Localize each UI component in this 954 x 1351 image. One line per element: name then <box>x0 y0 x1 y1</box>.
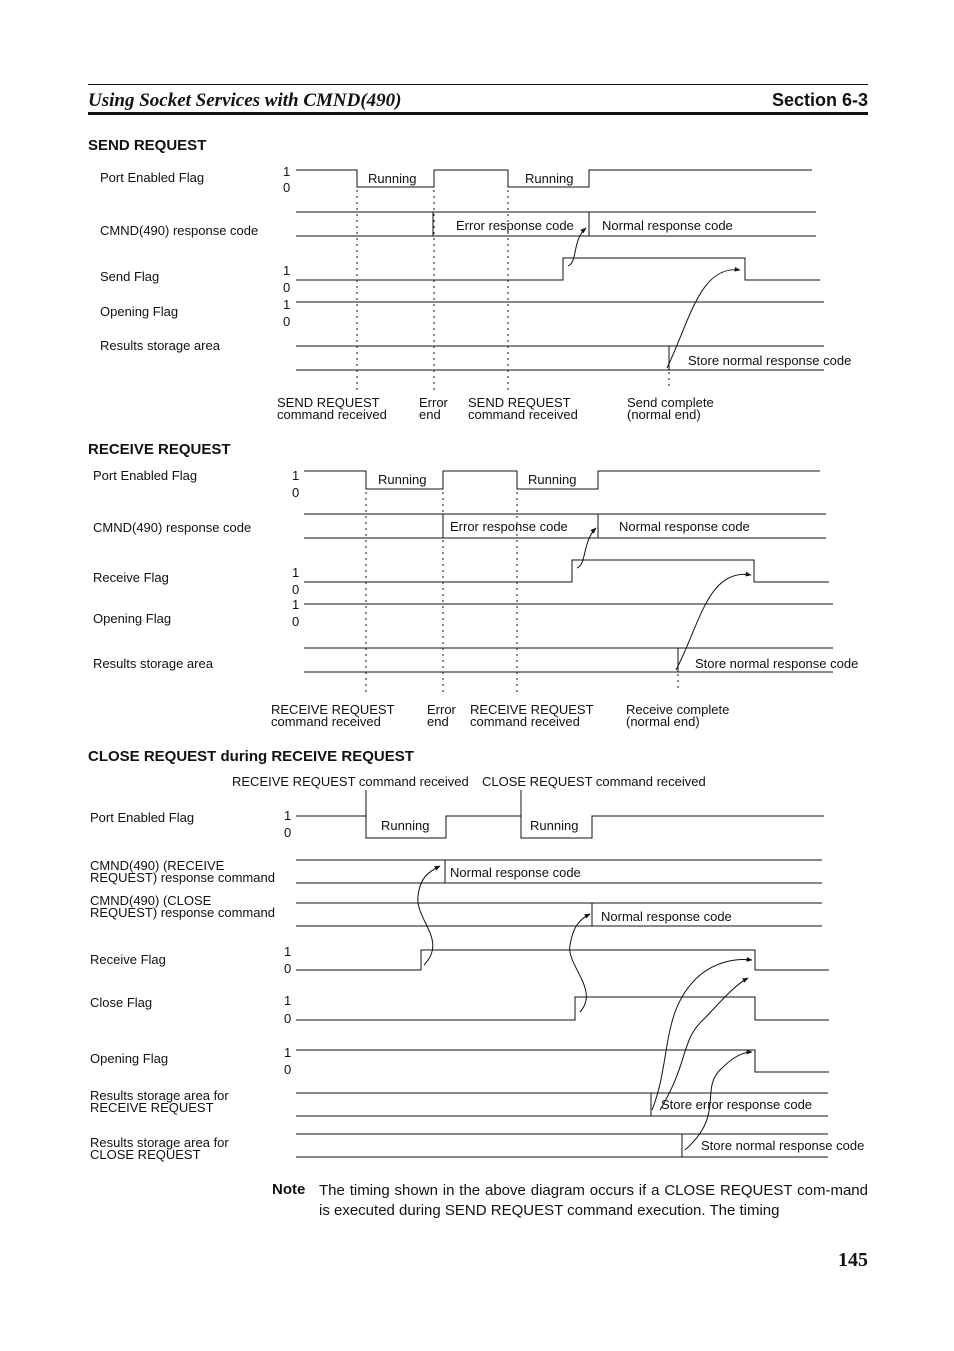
send-store-normal-label: Store normal response code <box>688 353 852 368</box>
close-arrow-close-flag <box>660 978 748 1110</box>
receive-port-enabled-label: Port Enabled Flag <box>93 468 198 483</box>
close-store-normal-label: Store normal response code <box>701 1138 865 1153</box>
note-heading: Note <box>272 1181 306 1198</box>
send-event-1: SEND REQUEST command received <box>277 395 387 422</box>
receive-opening-level-0: 0 <box>292 614 300 629</box>
send-port-level-1: 1 <box>283 164 291 179</box>
close-close-flag-label: Close Flag <box>90 995 153 1010</box>
close-receive-level-1: 1 <box>284 944 292 959</box>
close-close-level-0: 0 <box>284 1011 292 1026</box>
close-recv-response-label: CMND(490) (RECEIVE REQUEST) response command <box>90 858 275 885</box>
send-event-2: Error end <box>419 395 448 422</box>
receive-running-label-1: Running <box>378 472 427 487</box>
close-close-normal-code-label: Normal response code <box>601 909 732 924</box>
send-event-4: Send complete (normal end) <box>627 395 714 422</box>
close-results-close-label: Results storage area for CLOSE REQUEST <box>90 1135 229 1162</box>
send-port-enabled-label: Port Enabled Flag <box>100 170 205 185</box>
send-opening-level-0: 0 <box>283 314 291 329</box>
receive-port-level-1: 1 <box>292 468 300 483</box>
send-flag-waveform <box>296 258 820 280</box>
close-close-flag-waveform <box>296 997 829 1020</box>
close-port-enabled-label: Port Enabled Flag <box>90 810 195 825</box>
receive-opening-level-1: 1 <box>292 597 300 612</box>
receive-arrow-error <box>577 528 596 568</box>
receive-flag-waveform <box>304 560 829 582</box>
close-top-event-1: RECEIVE REQUEST command received <box>232 774 469 789</box>
close-event-markers <box>366 790 521 816</box>
close-close-level-1: 1 <box>284 993 292 1008</box>
send-running-label-1: Running <box>368 171 417 186</box>
close-opening-level-1: 1 <box>284 1045 292 1060</box>
page-number: 145 <box>838 1249 868 1271</box>
close-opening-flag-label: Opening Flag <box>90 1051 169 1066</box>
close-running-label-1: Running <box>381 818 430 833</box>
receive-event-4: Receive complete (normal end) <box>626 702 730 729</box>
send-arrow-error <box>568 228 586 266</box>
close-port-level-0: 0 <box>284 825 292 840</box>
receive-flag-level-1: 1 <box>292 565 300 580</box>
close-close-response-lines <box>296 903 822 926</box>
receive-port-level-0: 0 <box>292 485 300 500</box>
close-results-recv-label: Results storage area for RECEIVE REQUEST <box>90 1088 229 1115</box>
send-opening-flag-label: Opening Flag <box>100 304 179 319</box>
close-receive-level-0: 0 <box>284 961 292 976</box>
close-close-response-label: CMND(490) (CLOSE REQUEST) response command <box>90 893 275 920</box>
send-port-level-0: 0 <box>283 180 291 195</box>
close-recv-normal-code-label: Normal response code <box>450 865 581 880</box>
close-arrow-store-error <box>652 960 752 1110</box>
close-opening-flag-waveform <box>296 1050 829 1072</box>
receive-event-1: RECEIVE REQUEST command received <box>271 702 395 729</box>
send-error-code-label: Error response code <box>456 218 574 233</box>
send-normal-code-label: Normal response code <box>602 218 733 233</box>
header-title: Using Socket Services with CMND(490) <box>88 90 402 111</box>
receive-response-code-label: CMND(490) response code <box>93 520 252 535</box>
receive-flag-level-0: 0 <box>292 582 300 597</box>
close-request-title: CLOSE REQUEST during RECEIVE REQUEST <box>88 748 414 765</box>
send-flag-level-1: 1 <box>283 263 291 278</box>
close-receive-flag-label: Receive Flag <box>90 952 166 967</box>
note-text: The timing shown in the above diagram occurs if a CLOSE REQUEST com-mand is executed during SEND REQUEST command execution. The timing <box>319 1182 868 1219</box>
receive-error-code-label: Error response code <box>450 519 568 534</box>
send-event-3: SEND REQUEST command received <box>468 395 578 422</box>
receive-opening-flag-label: Opening Flag <box>93 611 172 626</box>
send-results-label: Results storage area <box>100 338 220 353</box>
close-opening-level-0: 0 <box>284 1062 292 1077</box>
send-flag-label: Send Flag <box>100 269 160 284</box>
receive-results-label: Results storage area <box>93 656 213 671</box>
receive-event-2: Error end <box>427 702 456 729</box>
receive-event-3: RECEIVE REQUEST command received <box>470 702 594 729</box>
send-request-title: SEND REQUEST <box>88 137 207 154</box>
close-store-error-label: Store error response code <box>661 1097 813 1112</box>
receive-flag-label: Receive Flag <box>93 570 169 585</box>
send-flag-level-0: 0 <box>283 280 291 295</box>
header-section: Section 6-3 <box>771 90 868 110</box>
receive-normal-code-label: Normal response code <box>619 519 750 534</box>
close-port-level-1: 1 <box>284 808 292 823</box>
close-top-event-2: CLOSE REQUEST command received <box>482 774 706 789</box>
send-opening-level-1: 1 <box>283 297 291 312</box>
receive-store-normal-label: Store normal response code <box>695 656 859 671</box>
close-running-label-2: Running <box>530 818 579 833</box>
send-response-code-label: CMND(490) response code <box>100 223 259 238</box>
receive-running-label-2: Running <box>528 472 577 487</box>
receive-request-title: RECEIVE REQUEST <box>88 441 231 458</box>
send-running-label-2: Running <box>525 171 574 186</box>
